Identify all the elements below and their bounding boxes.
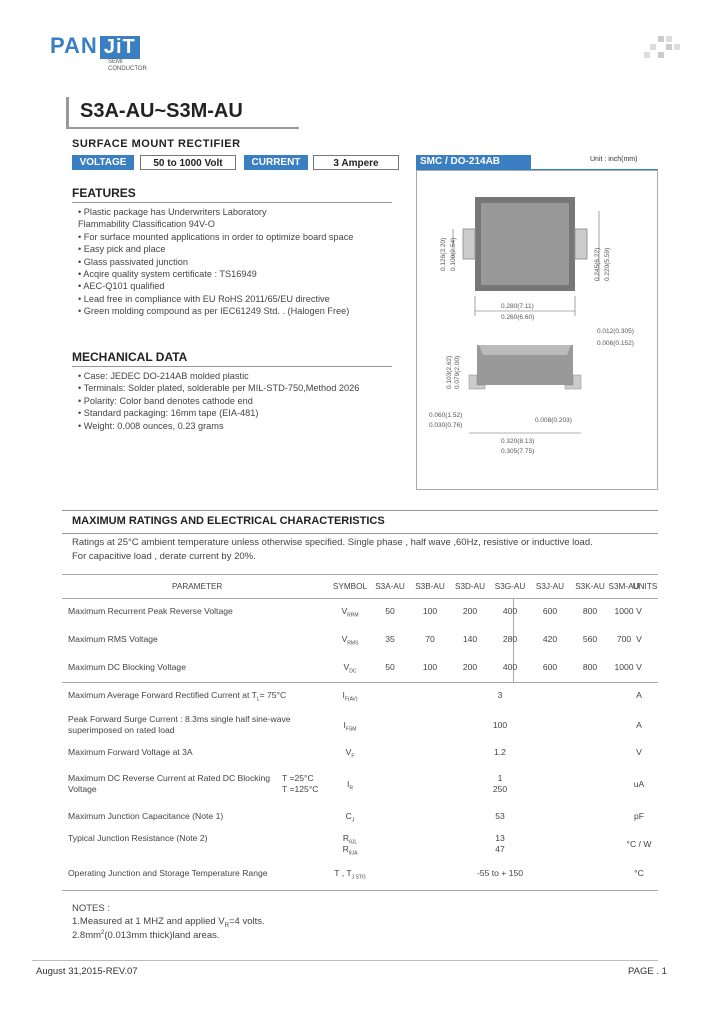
row-value: 70	[425, 634, 435, 644]
row-value: 100	[492, 720, 508, 730]
row-symbol-sub: RMS	[347, 640, 359, 647]
table-line-header	[62, 598, 658, 599]
feature-item: Flammability Classification 94V-O	[78, 219, 215, 230]
dim-d7: 0.012(0.305)	[597, 328, 634, 335]
dim-d8: 0.006(0.152)	[597, 340, 634, 347]
row-value: 3	[497, 690, 503, 700]
feature-item: • Green molding compound as per IEC61249 Std. . (Halogen Free)	[78, 306, 350, 317]
dim-d5: 0.126(3.20)	[440, 237, 447, 271]
mechanical-item: • Polarity: Color band denotes cathode end	[78, 395, 253, 406]
mechanical-title: MECHANICAL DATA	[72, 350, 188, 364]
header-s3j: S3J-AU	[535, 582, 565, 591]
row-unit: °C	[634, 868, 644, 878]
row-value: 600	[542, 662, 558, 672]
row-symbol: I	[342, 690, 345, 700]
row-param-tail: = 75°C	[259, 690, 287, 700]
row-symbol-sub: θJA	[348, 850, 358, 857]
package-name: SMC / DO-214AB	[416, 155, 531, 169]
row-symbol: C	[345, 811, 352, 821]
row-unit: V	[636, 634, 642, 644]
dim-d2: 0.260(6.60)	[501, 314, 535, 321]
row-symbol: R	[342, 844, 349, 854]
header-s3d: S3D-AU	[454, 582, 486, 591]
row-symbol: V	[343, 662, 350, 672]
features-list	[78, 206, 353, 318]
dim-d4: 0.220(5.59)	[604, 247, 611, 281]
row-symbol: R	[342, 833, 350, 843]
table-line-bottom	[62, 890, 658, 891]
dim-d13: 0.008(0.203)	[535, 417, 572, 424]
mechanical-item: • Weight: 0.008 ounces, 0.23 grams	[78, 420, 224, 431]
dim-d12: 0.030(0.76)	[429, 422, 463, 429]
header-parameter: PARAMETER	[172, 582, 223, 591]
row-value: 800	[582, 606, 598, 616]
row-unit: V	[636, 606, 642, 616]
row-symbol-sub: FSM	[345, 726, 357, 733]
note-2-sup: 2	[101, 930, 105, 936]
row-unit: A	[636, 690, 642, 700]
row-param-line2: Voltage	[68, 784, 97, 794]
package-unit: Unit : inch(mm)	[590, 156, 638, 163]
row-param: Peak Forward Surge Current : 8.3ms single half sine-wave	[68, 714, 291, 724]
header-s3g: S3G-AU	[494, 582, 526, 591]
package-drawing	[417, 171, 657, 489]
row-value: 47	[495, 844, 505, 854]
row-symbol: I	[346, 779, 350, 789]
mechanical-item: • Case: JEDEC DO-214AB molded plastic	[78, 371, 249, 381]
feature-item: • Glass passivated junction	[78, 256, 188, 267]
features-title: FEATURES	[72, 186, 136, 200]
row-value: 100	[422, 606, 438, 616]
row-symbol-sub: J STG	[351, 874, 366, 881]
table-line-top	[62, 574, 658, 575]
note-2	[72, 930, 220, 941]
logo-pan: PAN	[50, 33, 98, 58]
row-unit: A	[636, 720, 642, 730]
logo-sub-conductor: CONDUCTOR	[108, 66, 147, 72]
page-title: S3A-AU~S3M-AU	[80, 100, 243, 122]
row-symbol-sub: RRM	[347, 612, 359, 619]
company-logo	[50, 33, 147, 72]
row-param: Maximum Recurrent Peak Reverse Voltage	[68, 606, 233, 616]
row-condition: T =25°C	[282, 773, 314, 783]
row-value: 50	[385, 662, 395, 672]
table-line-mid	[62, 682, 658, 683]
row-value: 100	[422, 662, 438, 672]
row-value: -55 to + 150	[476, 868, 524, 878]
feature-item: • AEC-Q101 qualified	[78, 281, 165, 292]
row-unit: uA	[633, 779, 645, 789]
current-label: CURRENT	[244, 155, 308, 170]
row-value: 140	[462, 634, 478, 644]
row-param: Maximum DC Blocking Voltage	[68, 662, 186, 672]
row-value: 50	[385, 606, 395, 616]
feature-item: • Lead free in compliance with EU RoHS 2011/65/EU directive	[78, 293, 330, 304]
ratings-note-2: For capacitive load , derate current by 20%.	[72, 551, 256, 562]
ratings-note-1: Ratings at 25°C ambient temperature unless otherwise specified. Single phase , half wave ,60Hz, resistive or inductive load.	[72, 537, 593, 548]
header-symbol: SYMBOL	[332, 582, 368, 591]
row-value: 35	[385, 634, 395, 644]
row-unit: V	[636, 662, 642, 672]
row-value: 420	[542, 634, 558, 644]
row-value: 1000	[614, 606, 634, 616]
dim-d14: 0.320(8.13)	[501, 438, 535, 445]
voltage-label: VOLTAGE	[72, 155, 134, 170]
row-symbol: T , T	[334, 868, 352, 878]
row-value: 250	[492, 784, 508, 794]
package-top-inner	[481, 203, 569, 285]
row-value: 1.2	[494, 747, 506, 757]
header-s3m: S3M-AU	[608, 582, 640, 591]
row-symbol-sub: θJL	[349, 839, 358, 846]
row-value: 280	[502, 634, 518, 644]
row-param: Maximum Forward Voltage at 3A	[68, 747, 193, 757]
note-2-text: 2.8mm	[72, 930, 102, 942]
row-value: 700	[616, 634, 632, 644]
row-symbol: I	[343, 720, 346, 730]
package-drawing-frame	[416, 170, 658, 490]
row-symbol-sub: R	[349, 785, 353, 792]
row-unit: °C / W	[626, 839, 652, 849]
row-symbol-sub: F	[351, 753, 355, 760]
dim-d6: 0.100(2.54)	[450, 237, 457, 271]
row-value: 600	[542, 606, 558, 616]
row-value: 200	[462, 662, 478, 672]
corner-decoration	[644, 36, 684, 62]
row-param-sub: L	[256, 696, 260, 703]
row-param: Typical Junction Resistance (Note 2)	[68, 833, 208, 843]
row-symbol: V	[341, 606, 348, 616]
feature-item: • Acqire quality system certificate : TS16949	[78, 269, 257, 280]
dim-d10: 0.079(2.00)	[454, 355, 461, 389]
row-value: 53	[495, 811, 505, 821]
ratings-title: MAXIMUM RATINGS AND ELECTRICAL CHARACTERISTICS	[72, 515, 385, 527]
row-param: Maximum DC Reverse Current at Rated DC Blocking	[68, 773, 271, 783]
row-param: Maximum Junction Capacitance (Note 1)	[68, 811, 224, 821]
row-value: 1000	[614, 662, 634, 672]
page-subtitle: SURFACE MOUNT RECTIFIER	[72, 138, 241, 150]
logo-sub-semi: SEMI	[108, 59, 123, 65]
header-s3k: S3K-AU	[575, 582, 605, 591]
package-top-lead-right	[575, 229, 587, 259]
mechanical-divider	[72, 366, 392, 367]
mechanical-item: • Terminals: Solder plated, solderable per MIL-STD-750,Method 2026	[78, 383, 360, 394]
row-symbol-sub: DC	[349, 668, 357, 675]
row-condition: T =125°C	[282, 784, 319, 794]
row-symbol: V	[345, 747, 352, 757]
mechanical-list	[78, 370, 359, 432]
feature-item: • For surface mounted applications in order to optimize board space	[78, 231, 354, 242]
note-1-text: 1.Measured at 1 MHZ and applied V	[72, 916, 225, 927]
row-value: 800	[582, 662, 598, 672]
mechanical-item: • Standard packaging: 16mm tape (EIA-481)	[78, 408, 259, 419]
row-param: Maximum Average Forward Rectified Current at T	[68, 690, 257, 700]
row-value: 200	[462, 606, 478, 616]
row-param-line2: superimposed on rated load	[68, 725, 175, 735]
row-unit: pF	[633, 811, 645, 821]
package-top-lead-left	[463, 229, 475, 259]
note-1	[72, 916, 265, 929]
feature-item: • Plastic package has Underwriters Laboratory	[78, 207, 267, 217]
row-unit: V	[636, 747, 642, 757]
logo-jit: JiT	[100, 36, 140, 59]
row-value: 560	[582, 634, 598, 644]
row-param: Maximum RMS Voltage	[68, 634, 158, 644]
header-units: UNITS	[632, 582, 658, 591]
voltage-value: 50 to 1000 Volt	[140, 155, 236, 170]
dim-d3: 0.245(6.22)	[594, 247, 601, 281]
current-value: 3 Ampere	[313, 155, 399, 170]
note-1-sub: R	[224, 922, 229, 929]
footer-page: PAGE . 1	[628, 966, 667, 977]
row-value: 13	[495, 833, 505, 843]
logo-subtitle	[108, 59, 168, 73]
notes-title: NOTES :	[72, 903, 111, 914]
dim-d11: 0.060(1.52)	[429, 412, 463, 419]
row-param: Operating Junction and Storage Temperature Range	[68, 868, 268, 878]
dim-d9: 0.103(2.62)	[446, 355, 453, 389]
row-value: 400	[502, 606, 518, 616]
row-symbol-sub: F(AV)	[344, 696, 358, 703]
footer-revision: August 31,2015-REV.07	[36, 966, 138, 977]
dim-d1: 0.280(7.11)	[501, 303, 534, 310]
row-value: 400	[502, 662, 518, 672]
footer-divider	[32, 960, 658, 961]
row-symbol: V	[341, 634, 348, 644]
row-symbol-sub: J	[351, 817, 355, 824]
features-divider	[72, 202, 392, 203]
note-1-tail: =4 volts.	[228, 916, 265, 927]
row-value: 1	[497, 773, 503, 783]
note-2-tail: (0.013mm thick)land areas.	[104, 930, 220, 942]
header-s3b: S3B-AU	[415, 582, 445, 591]
dim-d15: 0.305(7.75)	[501, 448, 535, 455]
header-s3a: S3A-AU	[375, 582, 405, 591]
feature-item: • Easy pick and place	[78, 244, 166, 255]
